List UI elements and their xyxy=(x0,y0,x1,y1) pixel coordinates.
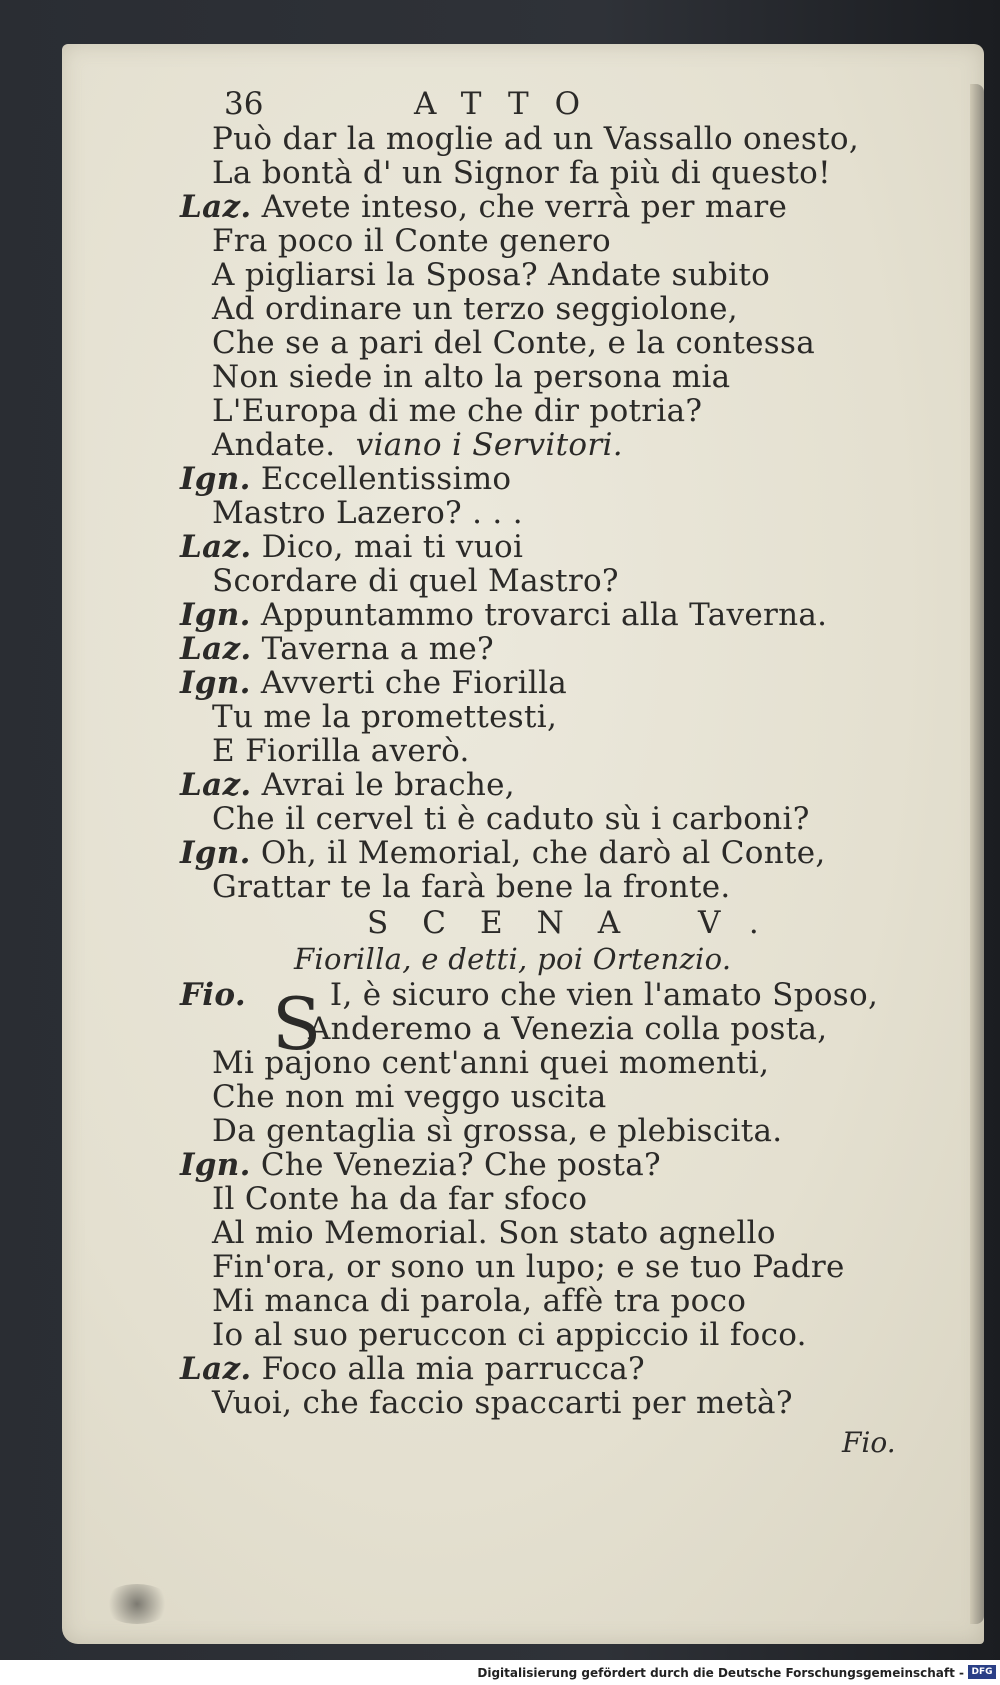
drop-cap: S xyxy=(272,982,322,1066)
line-text: E Fiorilla averò. xyxy=(212,733,470,769)
text-line xyxy=(212,360,730,394)
text-line xyxy=(212,734,470,768)
text-line xyxy=(212,496,523,530)
text-line xyxy=(180,978,878,1012)
line-text: Grattar te la farà bene la fronte. xyxy=(212,869,731,905)
line-text: Che Venezia? Che posta? xyxy=(260,1147,661,1183)
text-line xyxy=(212,870,731,904)
text-line xyxy=(212,700,557,734)
line-text: Avrai le brache, xyxy=(261,767,515,803)
text-line xyxy=(212,1250,845,1284)
line-text: Che non mi veggo uscita xyxy=(212,1079,607,1115)
text-line xyxy=(212,1080,607,1114)
speaker-label: Laz. xyxy=(180,767,252,803)
line-text: Mastro Lazero? . . . xyxy=(212,495,523,531)
text-line xyxy=(212,1318,807,1352)
line-text: Non siede in alto la persona mia xyxy=(212,359,731,395)
line-text: Mi manca di parola, affè tra poco xyxy=(212,1283,747,1319)
text-line xyxy=(180,462,511,496)
speaker-label: Ign. xyxy=(180,665,251,701)
line-text: Vuoi, che faccio spaccarti per metà? xyxy=(212,1385,793,1421)
text-line xyxy=(180,190,787,224)
text-line xyxy=(212,564,619,598)
text-line xyxy=(180,530,523,564)
page-text xyxy=(62,44,984,1644)
line-text: Appuntammo trovarci alla Taverna. xyxy=(260,597,828,633)
line-text: Al mio Memorial. Son stato agnello xyxy=(212,1215,776,1251)
line-text: Dico, mai ti vuoi xyxy=(261,529,524,565)
speaker-label: Laz. xyxy=(180,189,252,225)
scene-title: SCENA V. xyxy=(367,905,793,941)
speaker-label: Ign. xyxy=(180,1147,251,1183)
text-line xyxy=(212,1114,782,1148)
line-text: Fin'ora, or sono un lupo; e se tuo Padre xyxy=(212,1249,845,1285)
dfg-logo: DFG xyxy=(968,1665,996,1679)
text-line xyxy=(180,666,567,700)
text-line xyxy=(212,428,623,462)
text-line xyxy=(212,326,815,360)
page-number: 36 xyxy=(224,86,264,122)
line-text: Che il cervel ti è caduto sù i carboni? xyxy=(212,801,810,837)
line-text: Io al suo peruccon ci appiccio il foco. xyxy=(212,1317,807,1353)
book-page xyxy=(62,44,984,1644)
speaker-label: Ign. xyxy=(180,835,251,871)
footer-credit: Digitalisierung gefördert durch die Deutsche Forschungsgemeinschaft - xyxy=(477,1666,964,1680)
line-text: Fra poco il Conte genero xyxy=(212,223,611,259)
line-text: Avete inteso, che verrà per mare xyxy=(261,189,788,225)
line-text: Eccellentissimo xyxy=(260,461,512,497)
speaker-label: Ign. xyxy=(180,461,251,497)
catchword: Fio. xyxy=(842,1426,896,1459)
text-line xyxy=(212,1284,746,1318)
line-text: A pigliarsi la Sposa? Andate subito xyxy=(212,257,771,293)
text-line xyxy=(212,224,611,258)
line-text: Può dar la moglie ad un Vassallo onesto, xyxy=(212,121,860,157)
text-line xyxy=(180,1148,661,1182)
text-line xyxy=(212,292,738,326)
text-line xyxy=(212,1216,776,1250)
line-text: L'Europa di me che dir potria? xyxy=(212,393,703,429)
line-text: Da gentaglia sì grossa, e plebiscita. xyxy=(212,1113,783,1149)
speaker-label: Laz. xyxy=(180,529,252,565)
text-line xyxy=(180,768,515,802)
line-text: Scordare di quel Mastro? xyxy=(212,563,619,599)
line-text: La bontà d' un Signor fa più di questo! xyxy=(212,155,831,191)
text-line xyxy=(212,156,831,190)
text-line xyxy=(212,1182,587,1216)
speaker-label: Ign. xyxy=(180,597,251,633)
line-text: Tu me la promettesti, xyxy=(212,699,558,735)
text-line xyxy=(180,836,826,870)
digitization-footer xyxy=(0,1660,1000,1685)
text-line xyxy=(212,394,702,428)
speaker-label: Fio. xyxy=(180,977,246,1013)
stage-direction: viano i Servitori. xyxy=(355,427,623,463)
line-text: Il Conte ha da far sfoco xyxy=(212,1181,588,1217)
text-line xyxy=(212,258,770,292)
line-text: Andate. xyxy=(212,427,336,463)
text-line xyxy=(180,1352,645,1386)
line-text: Foco alla mia parrucca? xyxy=(261,1351,645,1387)
line-text: Oh, il Memorial, che darò al Conte, xyxy=(260,835,826,871)
text-line xyxy=(212,802,810,836)
line-text: Anderemo a Venezia colla posta, xyxy=(308,1011,828,1047)
line-text: Taverna a me? xyxy=(261,631,494,667)
running-title: ATTO xyxy=(414,86,607,122)
text-line xyxy=(212,1046,769,1080)
line-text: I, è sicuro che vien l'amato Sposo, xyxy=(329,977,879,1013)
line-text: Mi pajono cent'anni quei momenti, xyxy=(212,1045,770,1081)
speaker-label: Laz. xyxy=(180,1351,252,1387)
line-text: Avverti che Fiorilla xyxy=(260,665,568,701)
text-line xyxy=(180,598,827,632)
line-text: Che se a pari del Conte, e la contessa xyxy=(212,325,816,361)
line-text: Ad ordinare un terzo seggiolone, xyxy=(212,291,738,327)
text-line xyxy=(180,632,494,666)
text-line xyxy=(212,1386,793,1420)
text-line xyxy=(308,1012,827,1046)
text-line xyxy=(212,122,859,156)
speaker-label: Laz. xyxy=(180,631,252,667)
scene-subtitle: Fiorilla, e detti, poi Ortenzio. xyxy=(294,942,732,976)
